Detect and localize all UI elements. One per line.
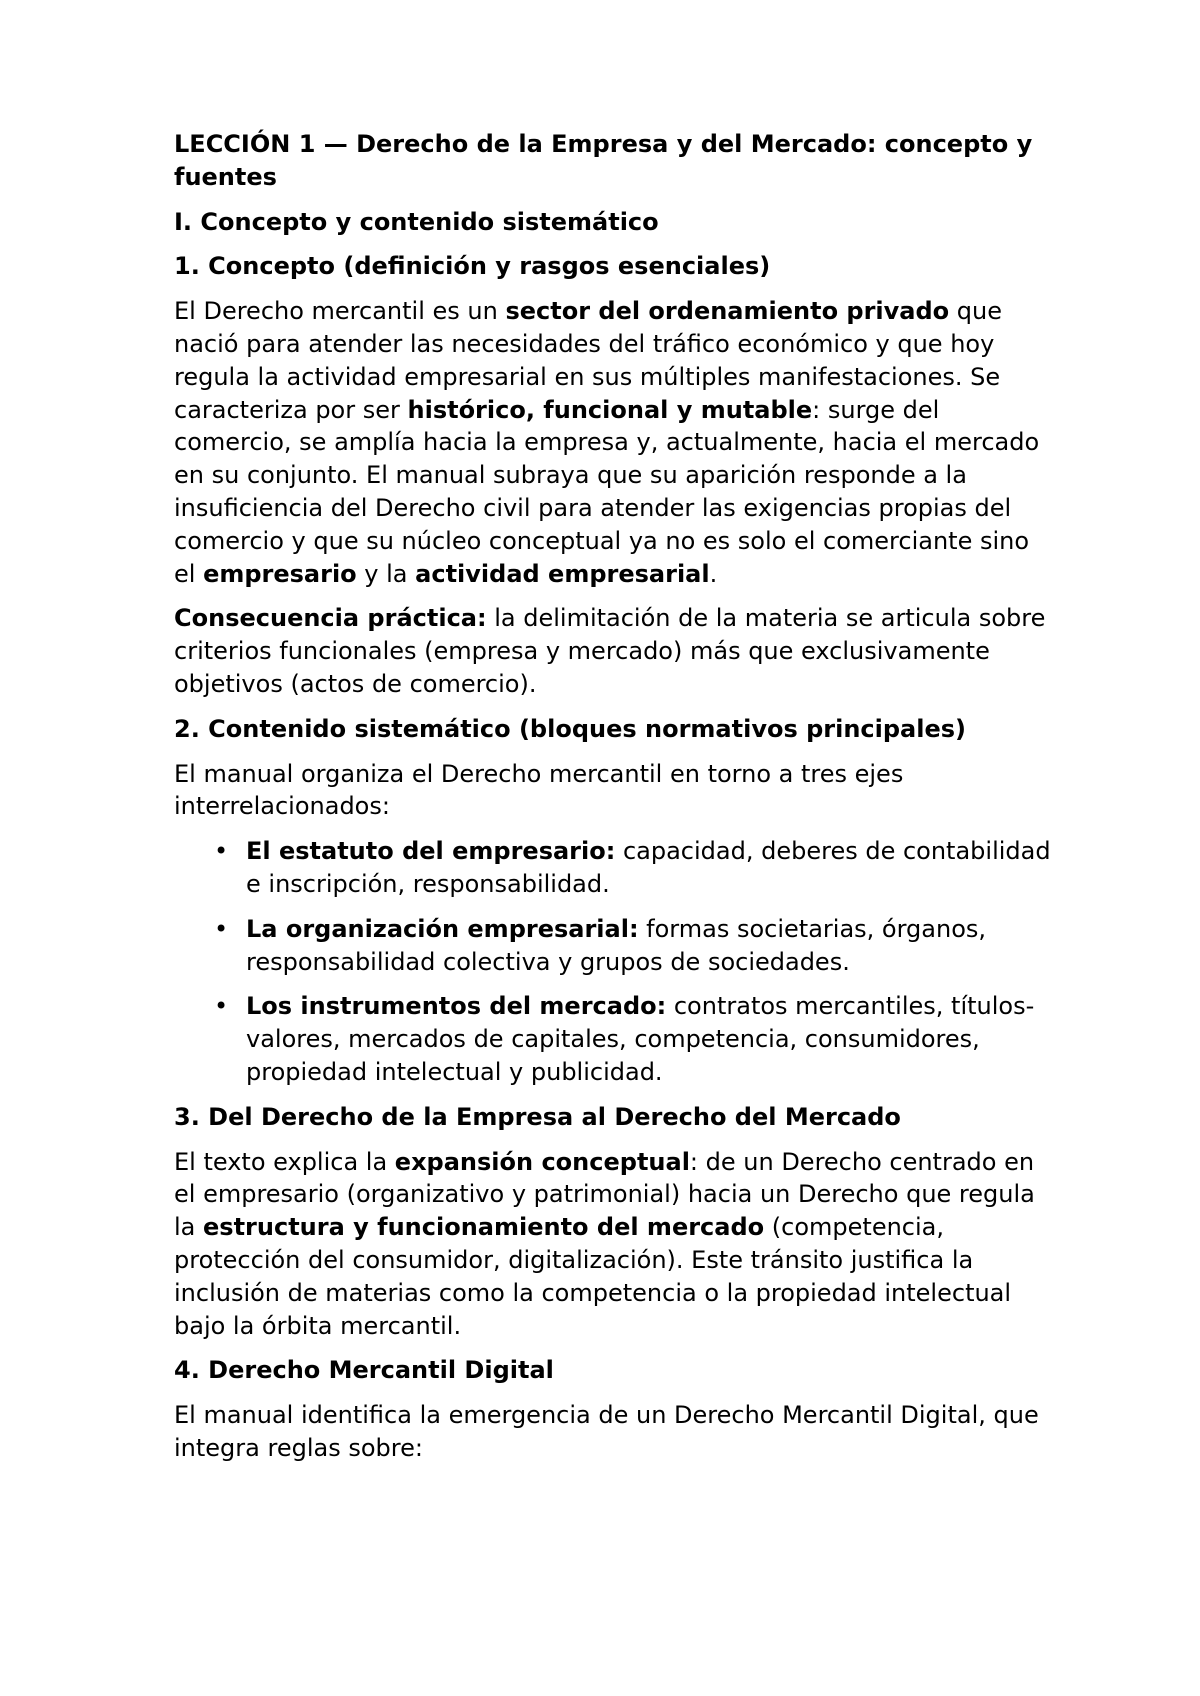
list-item xyxy=(174,913,1054,979)
bullet-icon: • xyxy=(214,992,229,1021)
text-run: . xyxy=(709,559,718,588)
text-run: : de un Derecho centrado en el empresario (organizativo y patrimonial) hacia un Derecho que regula la xyxy=(174,1147,1035,1242)
text-run: (competencia, protección del consumidor, digitalización). Este tránsito justifica la inclusión de materias como la competencia o la propiedad intelectual bajo la órbita mercantil. xyxy=(174,1213,1012,1340)
heading-empresa-mercado: 3. Del Derecho de la Empresa al Derecho del Mercado xyxy=(174,1102,901,1131)
bold-run: Consecuencia práctica: xyxy=(174,604,487,633)
document-page xyxy=(174,128,1054,1477)
bold-run: histórico, funcional y mutable xyxy=(407,395,813,424)
bold-run: estructura y funcionamiento del mercado xyxy=(203,1213,765,1242)
list-item xyxy=(174,990,1054,1088)
paragraph-ejes-intro: El manual organiza el Derecho mercantil en torno a tres ejes interrelacionados: xyxy=(174,759,904,821)
bold-run: Los instrumentos del mercado: xyxy=(246,992,667,1021)
text-run: y la xyxy=(356,559,416,588)
text-run: El texto explica la xyxy=(174,1147,395,1176)
text-run: capacidad, deberes de contabilidad e inscripción, responsabilidad. xyxy=(246,837,1051,898)
text-run: El Derecho mercantil es un xyxy=(174,297,506,326)
bullet-icon: • xyxy=(214,837,229,866)
paragraph-consecuencia xyxy=(174,602,1054,700)
bold-run: expansión conceptual xyxy=(394,1147,690,1176)
heading-contenido-sistematico: 2. Contenido sistemático (bloques normativos principales) xyxy=(174,714,967,743)
bold-run: El estatuto del empresario: xyxy=(246,837,616,866)
heading-concepto: 1. Concepto (definición y rasgos esenciales) xyxy=(174,252,771,281)
text-run: contratos mercantiles, títulos-valores, mercados de capitales, competencia, consumidores, propiedad intelectual y publicidad. xyxy=(246,992,1035,1086)
heading-mercantil-digital: 4. Derecho Mercantil Digital xyxy=(174,1356,554,1385)
paragraph-digital: El manual identifica la emergencia de un Derecho Mercantil Digital, que integra reglas sobre: xyxy=(174,1401,1039,1462)
list-item xyxy=(174,835,1054,901)
bullet-icon: • xyxy=(214,914,229,943)
text-run: que nació para atender las necesidades del tráfico económico y que hoy regula la actividad empresarial en sus múltiples manifestaciones. Se caracteriza por ser xyxy=(174,297,1003,424)
bold-run: empresario xyxy=(203,559,357,588)
paragraph-expansion xyxy=(174,1146,1054,1343)
paragraph-concepto xyxy=(174,295,1054,590)
bullet-list xyxy=(174,835,1054,1089)
text-run: : surge del comercio, se amplía hacia la empresa y, actualmente, hacia el mercado en su conjunto. El manual subraya que su aparición responde a la insuficiencia del Derecho civil para atender las exigencias propias del comercio y que su núcleo conceptual ya no es solo el comerciante sino el xyxy=(174,395,1040,588)
bold-run: La organización empresarial: xyxy=(246,914,639,943)
text-run: formas societarias, órganos, responsabilidad colectiva y grupos de sociedades. xyxy=(246,914,987,976)
lesson-title: LECCIÓN 1 — Derecho de la Empresa y del Mercado: concepto y fuentes xyxy=(174,130,1033,191)
bold-run: actividad empresarial xyxy=(415,559,710,588)
bold-run: sector del ordenamiento privado xyxy=(505,297,950,326)
section-heading-I: I. Concepto y contenido sistemático xyxy=(174,207,659,236)
text-run: la delimitación de la materia se articula sobre criterios funcionales (empresa y mercado) más que exclusivamente objetivos (actos de comercio). xyxy=(174,604,1046,698)
